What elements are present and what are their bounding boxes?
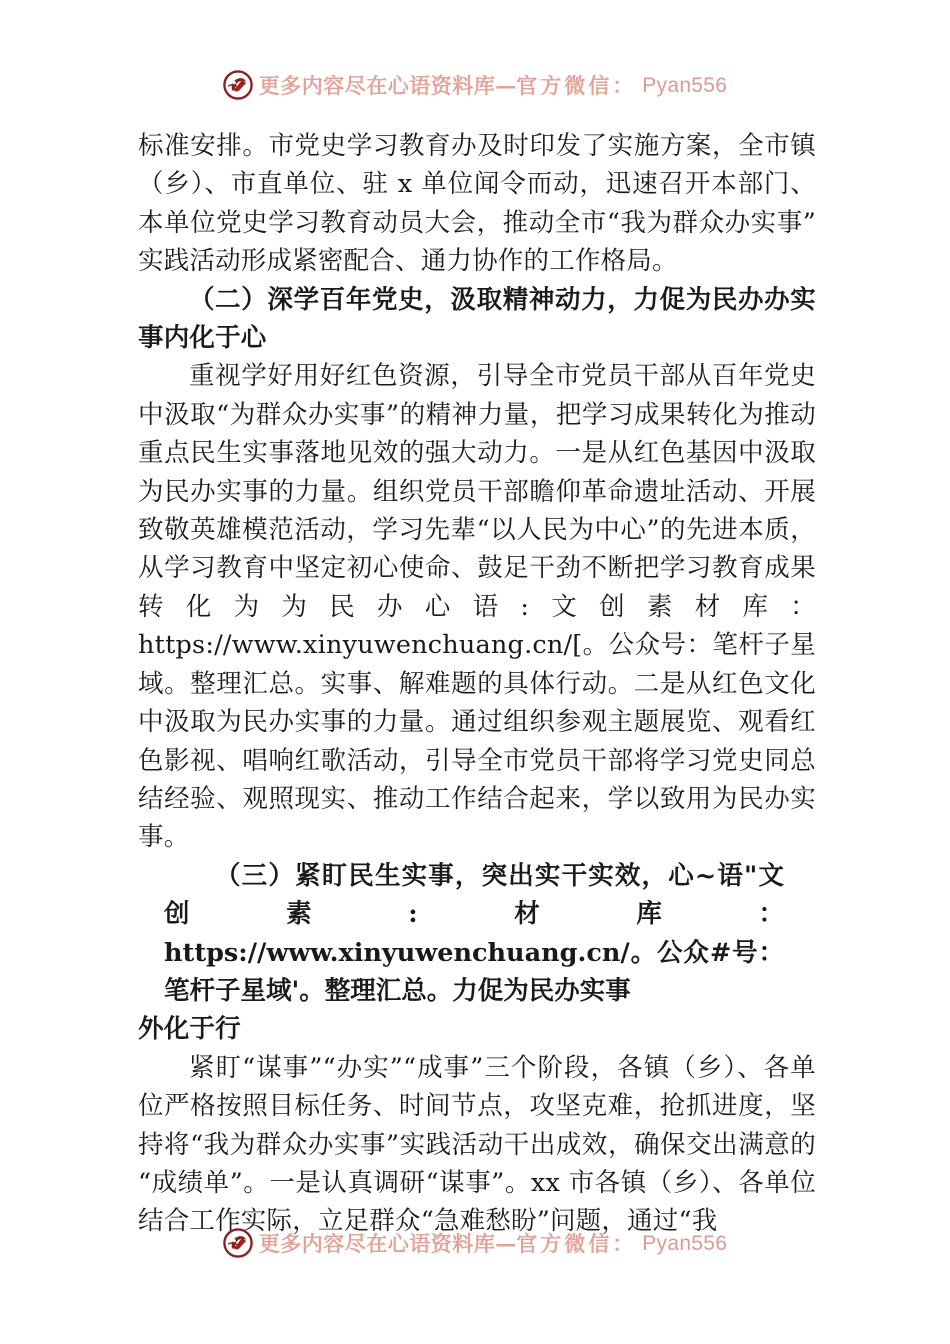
circular-seal-logo-icon [223, 70, 253, 100]
paragraph-continued-intro: 标准安排。市党史学习教育办及时印发了实施方案，全市镇（乡）、市直单位、驻 x 单位闻令而动，迅速召开本部门、本单位党史学习教育动员大会，推动全市“我为群众办实事”实践活动形成紧密配合、通力协作的工作格局。 [138, 131, 816, 277]
header-watermark [0, 70, 950, 100]
heading-section-three: （三）紧盯民生实事，突出实干实效，心~语"文创素:材库：https://www.xinyuwenchuang.cn/。公众#号：笔杆子星域'。整理汇总。力促为民办实事 [164, 860, 784, 1006]
watermark-main-text: 更多内容尽在心语资料库—官方微信： [258, 72, 637, 98]
heading-section-three-tail: 外化于行 [138, 1014, 241, 1045]
paragraph-section-two-body: 重视学好用好红色资源，引导全市党员干部从百年党史中汲取“为群众办实事”的精神力量，把学习成果转化为推动重点民生实事落地见效的强大动力。一是从红色基因中汲取为民办实事的力量。组织党员干部瞻仰革命遗址活动、开展致敬英雄模范活动，学习先辈“以人民为中心”的先进本质，从学习教育中坚定初心使命、鼓足干劲不断把学习教育成果转化为为民办心语:文创素材库：https://www.xinyuwenchuang.cn/[。公众号：笔杆子星域。整理汇总。实事、解难题的具体行动。二是从红色文化中汲取为民办实事的力量。通过组织参观主题展览、观看红色影视、唱响红歌活动，引导全市党员干部将学习党史同总结经验、观照现实、推动工作结合起来，学以致用为民办实事。 [138, 361, 816, 853]
document-body [138, 127, 816, 1241]
footer-watermark [0, 1228, 950, 1258]
paragraph-section-three-body: 紧盯“谋事”“办实”“成事”三个阶段，各镇（乡）、各单位严格按照目标任务、时间节点，攻坚克难，抢抓进度，坚持将“我为群众办实事”实践活动干出成效，确保交出满意的“成绩单”。一是认真调研“谋事”。xx 市各镇（乡）、各单位结合工作实际，立足群众“急难愁盼”问题，通过“我 [138, 1052, 816, 1237]
circular-seal-logo-icon [223, 1228, 253, 1258]
watermark-wechat-id: Pyan556 [642, 73, 728, 97]
watermark-wechat-id: Pyan556 [642, 1231, 728, 1255]
watermark-main-text: 更多内容尽在心语资料库—官方微信： [258, 1230, 637, 1256]
heading-section-two: （二）深学百年党史，汲取精神动力，力促为民办办实事内化于心 [138, 284, 816, 354]
